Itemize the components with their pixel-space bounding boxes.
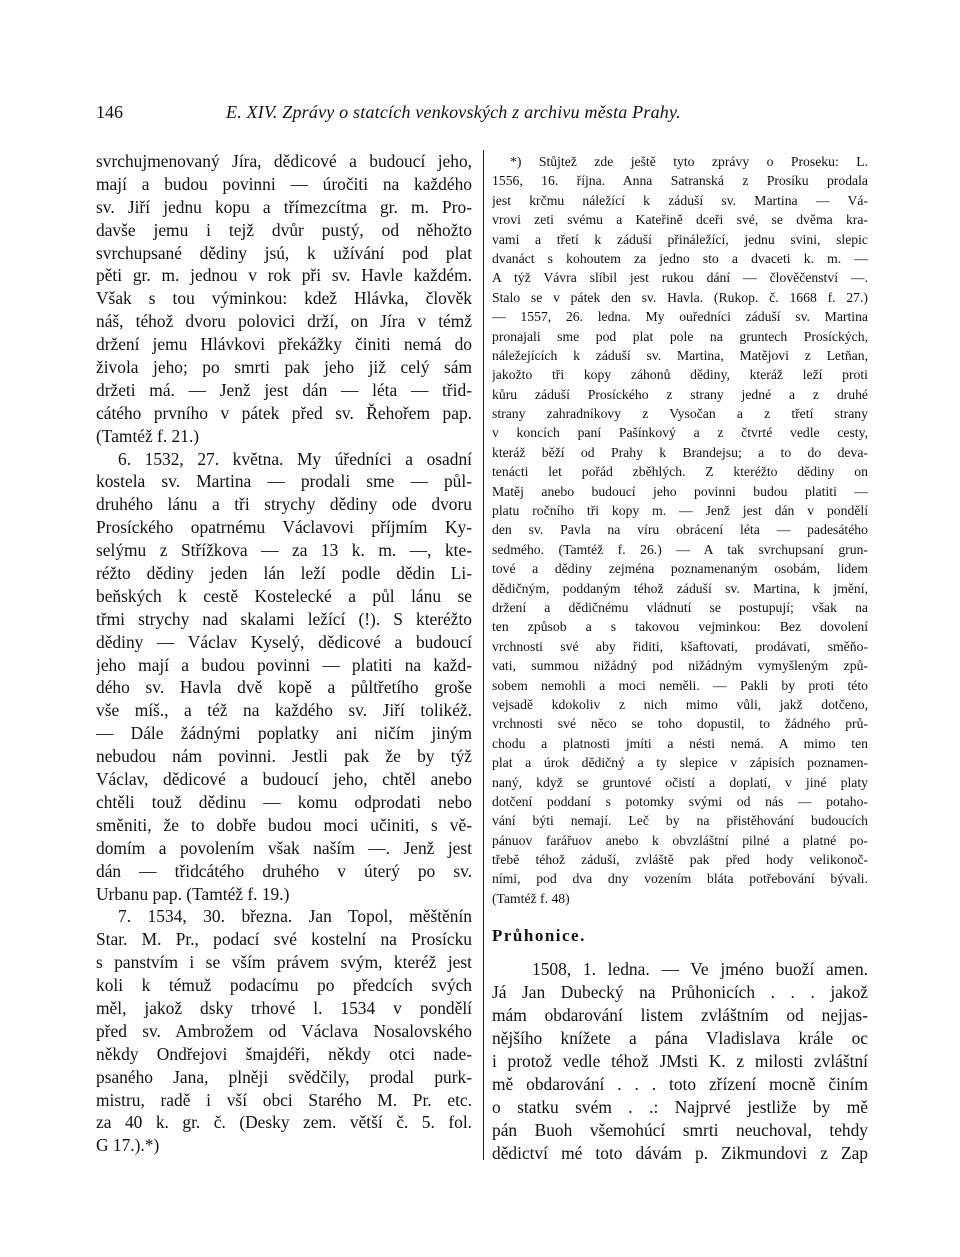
footnote-line: pánuov farářuov anebo k obvzláštní pilné a platné po- [492, 832, 868, 848]
footnote-line: dědičným, poddaným téhož záduší sv. Martina, k jmění, [492, 580, 868, 596]
footnote-line: dvanáct s kohoutem za jedno sto a dvaceti k. m. — [492, 250, 868, 266]
footnote-line: ními, pod dva dny vozením bláta potřebování bývali. [492, 871, 868, 887]
column-divider [483, 150, 484, 1160]
footnote-line: vati, summou nižádný pod nižádným vymyšleným způ- [492, 658, 868, 674]
text-line: vše míš., a též na každého sv. Jiří tolikéž. [96, 700, 472, 721]
text-line: (Tamtéž f. 21.) [96, 425, 200, 446]
text-line: svrchujmenovaný Jíra, dědicové a budoucí jeho, [96, 151, 472, 171]
right-column [492, 152, 868, 1165]
text-line: mají a budou povinni — úročiti na každého [96, 173, 472, 194]
footnote-line: *) Stůjtež zde ještě tyto zprávy o Proseku: L. [510, 154, 868, 169]
text-line: psaného Jana, plněji svědčily, prodal purk- [96, 1066, 472, 1087]
footnote-line: sedmého. (Tamtéž f. 26.) — A tak svrchupsaní grun- [492, 541, 868, 557]
text-line: i protož vedle téhož JMsti K. z milosti zvláštní [492, 1051, 868, 1072]
footnote-line: naný, když se gruntové očistí a doplatí, v jiné platy [492, 774, 868, 790]
footnote-line: vejsadě kdokoliv z nich mimo vůli, jakž dotčeno, [492, 696, 868, 712]
footnote-line: tové a dědiny zejména poznamenaným osobám, lidem [492, 561, 868, 577]
footnote-line: strany zahradníkovy z Vysočan a z třetí strany [492, 406, 868, 422]
text-line: domím a povolením však naším —. Jenž jest [96, 837, 472, 858]
text-line: živola jeho; po smrti pak jeho již celý sám [96, 357, 472, 378]
footnote-line: držení a dědičnému vládnutí se postupují; však na [492, 599, 868, 615]
text-line: 1508, 1. ledna. — Ve jméno buoží amen. [532, 959, 868, 980]
footnote [492, 152, 868, 908]
footnote-line: jakožto tři kopy záhonů dědiny, kteráž leží proti [492, 367, 868, 383]
text-line: náš, téhož dvoru polovici drží, on Jíra v témž [96, 311, 472, 332]
text-line: před sv. Ambrožem od Václava Nosalovského [96, 1020, 472, 1041]
section-heading: Průhonice. [492, 926, 586, 946]
text-line: chtěli touž dědinu — komu odprodati nebo [96, 791, 472, 812]
text-line: 7. 1534, 30. března. Jan Topol, měštěnín [118, 906, 472, 927]
footnote-line: platu ročního tři kopy m. — Jenž jest dán v pondělí [492, 503, 868, 519]
page-header [96, 102, 866, 132]
text-line: pán Buoh všemohúcí smrti neuchoval, tehdy [492, 1120, 868, 1141]
text-line: držení jemu Hlávkovi překážky činiti nemá do [96, 334, 472, 355]
footnote-line: kteráž běží od Prahy k Brandejsu; a to do deva- [492, 444, 868, 460]
text-line: druhého lánu a tři strychy dědiny ode dvoru [96, 494, 472, 515]
footnote-line: vami a třetí k záduší přináležící, jednu svini, slepic [492, 231, 868, 247]
text-line: někdy Ondřejovi šmajdéři, někdy otci nade- [96, 1043, 472, 1064]
text-line: Však s tou výminkou: kdež Hlávka, člověk [96, 288, 472, 309]
page-number: 146 [96, 102, 123, 122]
text-line: svrchupsané dědiny jsú, k užívání pod plat [96, 242, 472, 263]
footnote-line: vrovi zeti svému a Kateřině dceři své, se dvěma kra- [492, 212, 868, 228]
text-line: držeti má. — Jenž jest dán — léta — třid- [96, 379, 472, 400]
text-line: — Dále žádnými poplatky ani ničím jiným [96, 723, 472, 744]
footnote-line: třebě téhož záduší, zvláště pak před hody velikonoč- [492, 852, 868, 868]
text-line: Urbanu pap. (Tamtéž f. 19.) [96, 883, 290, 904]
footnote-line: dotčení poddaní s potomky svými od nás — potaho- [492, 793, 868, 809]
text-line: mě obdarování . . . toto zřízení mocně činím [492, 1074, 868, 1095]
footnote-line: Matěj anebo budoucí jeho povinni budou platiti — [492, 483, 868, 499]
running-title: E. XIV. Zprávy o statcích venkovských z archivu města Prahy. [226, 102, 681, 122]
text-line: mám obdarování listem zvláštním od nejjas- [492, 1005, 868, 1026]
text-line: davše jemu i tejž dvůr pustý, od něhožto [96, 219, 472, 240]
text-line: jeho mají a budou povinni — platiti na každ- [96, 654, 472, 675]
footnote-line: jest krčmu náležící k záduší sv. Martina — Vá- [492, 192, 868, 208]
text-line: G 17.).*) [96, 1135, 160, 1156]
left-column [96, 150, 472, 1157]
text-line: dán — třidcátého druhého v úterý po sv. [96, 860, 472, 881]
text-line: Prosíckého opatrnému Václavovi příjmím Ky- [96, 517, 472, 538]
footnote-line: ten způsob a s takovou vejminkou: Bez dovolení [492, 619, 868, 635]
text-line: cátého prvního v pátek před sv. Řehořem pap. [96, 402, 472, 423]
footnote-line: — 1557, 26. ledna. My ouředníci záduší sv. Martina [492, 309, 868, 325]
text-line: Václav, dědicové a budoucí jeho, chtěl anebo [96, 769, 472, 790]
section-body [492, 958, 868, 1165]
text-line: réžto dědiny jeden lán leží podle dědin Li- [96, 563, 472, 584]
text-line: o statku svém . .: Najprvé jestliže by mě [492, 1097, 868, 1118]
footnote-line: vání býti nemají. Leč by na přistěhování budoucích [492, 813, 868, 829]
footnote-line: plat a úrok dědičný a ty slepice v zápisích poznamen- [492, 755, 868, 771]
text-line: 6. 1532, 27. května. My úředníci a osadní [118, 448, 472, 469]
footnote-line: chodu a platnosti jmíti a nésti nemá. A mimo ten [492, 735, 868, 751]
text-line: nějšího knížete a pána Vladislava krále oc [492, 1028, 868, 1049]
text-line: mistru, radě i vší obci Starého M. Pr. etc. [96, 1089, 472, 1110]
footnote-line: vrchnosti své něco se toho dopustil, to žádného prů- [492, 716, 868, 732]
footnote-line: kůru záduší Prosíckého z strany jedné a z druhé [492, 386, 868, 402]
text-line: za 40 k. gr. č. (Desky zem. větší č. 5. fol. [96, 1112, 472, 1133]
footnote-line: sobem nemohli a moci neměli. — Pakli by proti této [492, 677, 868, 693]
text-line: sv. Jiří jednu kopu a třímezcítma gr. m. Pro- [96, 196, 472, 217]
text-line: Já Jan Dubecký na Průhonicích . . . jakož [492, 982, 868, 1003]
text-line: dého sv. Havla dvě kopě a půltřetího groše [96, 677, 472, 698]
footnote-line: A týž Vávra slíbil jest rukou dání — člověčenství —. [492, 270, 868, 286]
text-line: nebudou nám povinni. Jestli pak že by týž [96, 746, 472, 767]
text-line: měl, jakož dsky trhové l. 1534 v pondělí [96, 997, 472, 1018]
text-line: dědiny — Václav Kyselý, dědicové a budoucí [96, 631, 472, 652]
text-line: s panstvím i se vším právem svým, kteréž jest [96, 952, 472, 973]
footnote-line: v koncích paní Pašínkový a z čtvrté vedle cesty, [492, 425, 868, 441]
footnote-line: (Tamtéž f. 48) [492, 890, 570, 906]
footnote-line: 1556, 16. října. Anna Satranská z Prosíku prodala [492, 173, 868, 189]
text-line: kostela sv. Martina — prodali sme — půl- [96, 471, 472, 492]
text-line: Star. M. Pr., podací své kostelní na Prosícku [96, 929, 472, 950]
footnote-line: den sv. Pavla na víru obrácení léta — padesátého [492, 522, 868, 538]
footnote-line: pronajali sme pod plat pole na gruntech Prosíckých, [492, 328, 868, 344]
text-line: směniti, že to dobře budou moci učiniti, s vě- [96, 814, 472, 835]
text-line: třmi strychy nad skalami ležící (!). S kteréžto [96, 608, 472, 629]
footnote-line: náležejících k záduší sv. Martina, Matějovi z Letňan, [492, 347, 868, 363]
text-line: koli k témuž podacímu po předcích svých [96, 975, 472, 996]
footnote-line: Stalo se v pátek den sv. Havla. (Rukop. č. 1668 f. 27.) [492, 289, 868, 305]
text-line: dědictví mé toto dávám p. Zikmundovi z Zap [492, 1143, 868, 1164]
text-line: pěti gr. m. jednou v rok při sv. Havle každém. [96, 265, 472, 286]
footnote-line: tenácti let pořád zběhlých. Z kteréžto dědiny on [492, 464, 868, 480]
text-line: beňských k cestě Kostelecké a půl lánu se [96, 585, 472, 606]
text-line: selýmu z Střížkova — za 13 k. m. —, kte- [96, 540, 472, 561]
footnote-line: vrchnosti své aby řiditi, kšaftovati, prodávati, směňo- [492, 638, 868, 654]
